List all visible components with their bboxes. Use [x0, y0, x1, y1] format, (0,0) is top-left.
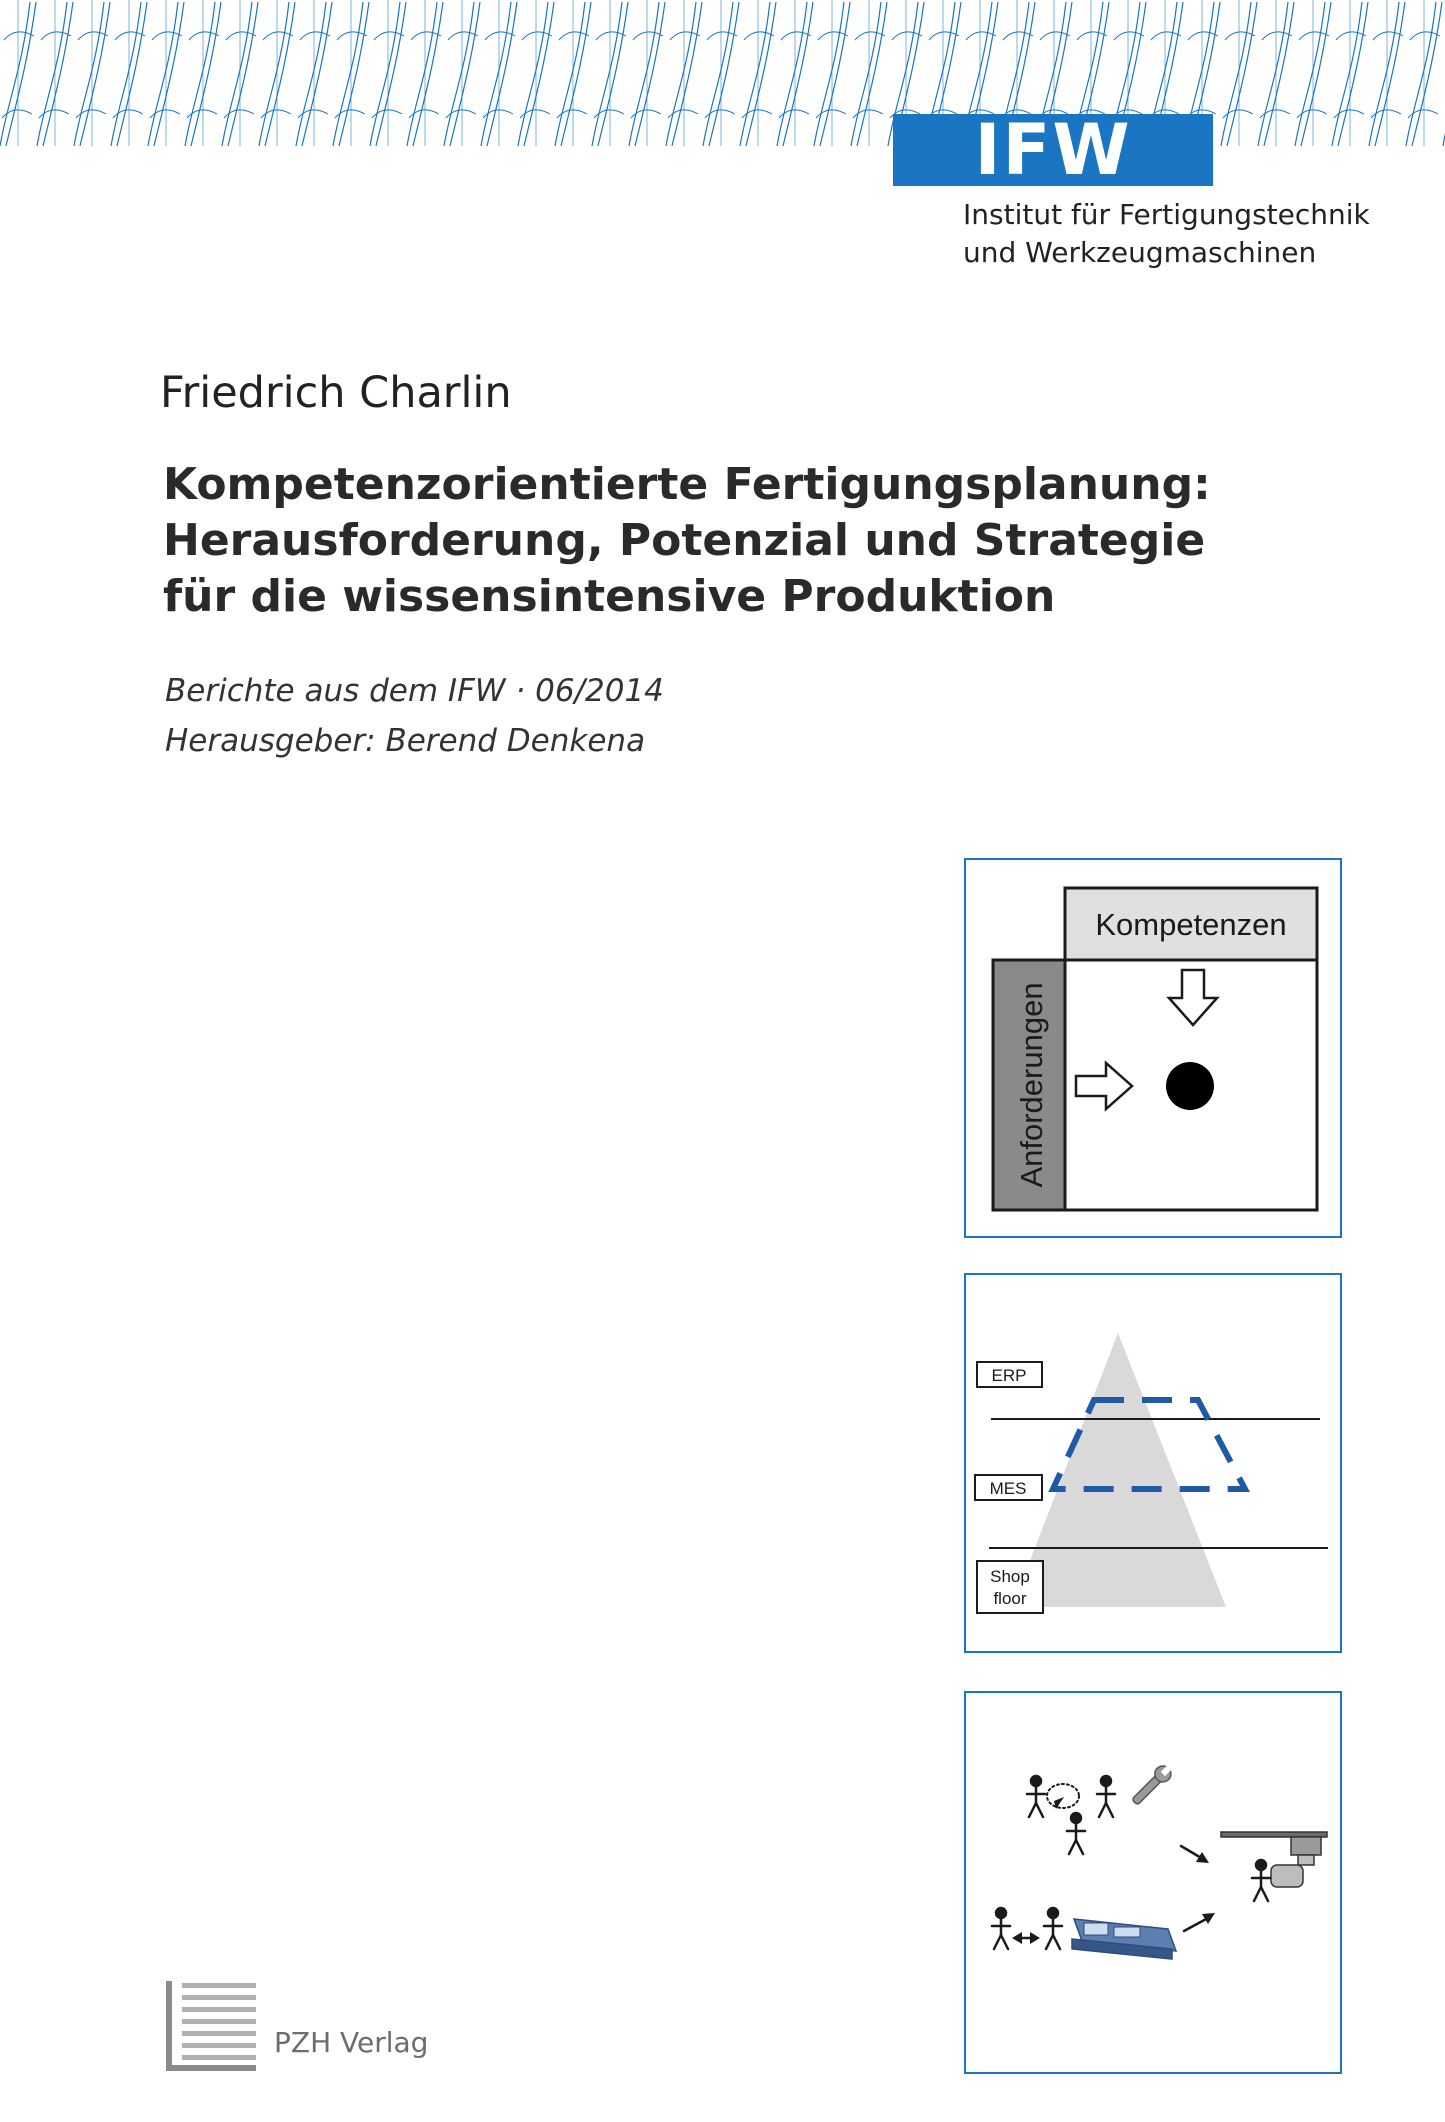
- communication-loop-icon: [1047, 1784, 1079, 1808]
- pattern-blade: [185, 0, 221, 146]
- series-info: [165, 666, 664, 766]
- mes-label: MES: [989, 1479, 1027, 1498]
- pattern-blade: [1406, 0, 1442, 146]
- author-name: Friedrich Charlin: [160, 368, 512, 418]
- pattern-blade: [74, 0, 110, 146]
- pattern-blade: [296, 0, 332, 146]
- pattern-blade: [37, 0, 73, 146]
- kompetenzen-label: Kompetenzen: [1095, 907, 1287, 942]
- pattern-blade: [259, 0, 295, 146]
- pattern-blade: [444, 0, 480, 146]
- pattern-blade: [1221, 0, 1257, 146]
- worker-icon: [1252, 1860, 1270, 1901]
- shopfloor-label-2: floor: [993, 1589, 1027, 1608]
- logo-text: IFW: [974, 109, 1132, 191]
- series-line: Berichte aus dem IFW · 06/2014: [165, 673, 664, 709]
- pattern-blade: [592, 0, 628, 146]
- pattern-blade: [1258, 0, 1294, 146]
- machine-tool-icon: [1221, 1832, 1327, 1887]
- pattern-blade: [777, 0, 813, 146]
- worker-icon: [992, 1908, 1010, 1949]
- pattern-blade: [518, 0, 554, 146]
- worker-icon: [1097, 1776, 1115, 1817]
- editor-line: Herausgeber: Berend Denkena: [165, 723, 646, 759]
- worker-icon: [1044, 1908, 1062, 1949]
- pzh-logo-icon: [166, 1981, 256, 2071]
- institute-line-1: Institut für Fertigungstechnik: [963, 198, 1370, 231]
- pattern-blade: [333, 0, 369, 146]
- arrow-icon: [1181, 1846, 1209, 1863]
- title-line-1: Kompetenzorientierte Fertigungsplanung:: [163, 459, 1211, 510]
- shopfloor-label-1: Shop: [990, 1567, 1030, 1586]
- pattern-blade: [555, 0, 591, 146]
- publisher-name: PZH Verlag: [274, 2026, 429, 2059]
- erp-label: ERP: [991, 1366, 1027, 1385]
- worker-icon: [1067, 1813, 1085, 1854]
- pattern-blade: [407, 0, 443, 146]
- wrench-icon: [1129, 1761, 1176, 1808]
- title-line-3: für die wissensintensive Produktion: [163, 571, 1056, 622]
- header-pattern: [0, 0, 1445, 148]
- pyramid-panel: [964, 1273, 1342, 1653]
- pyramid-shape: [1012, 1333, 1226, 1607]
- pattern-blade: [0, 0, 36, 146]
- pattern-blade: [740, 0, 776, 146]
- pattern-blade: [481, 0, 517, 146]
- pattern-blade: [851, 0, 887, 146]
- pattern-blade: [111, 0, 147, 146]
- pattern-blade: [814, 0, 850, 146]
- arrow-icon: [1184, 1913, 1215, 1931]
- worker-icon: [1027, 1776, 1045, 1817]
- institute-name: [963, 196, 1370, 272]
- pattern-blade: [666, 0, 702, 146]
- institute-line-2: und Werkzeugmaschinen: [963, 236, 1317, 269]
- pattern-blade: [370, 0, 406, 146]
- pattern-blade: [703, 0, 739, 146]
- lathe-icon: [1072, 1919, 1176, 1959]
- anforderungen-label: Anforderungen: [1014, 982, 1049, 1188]
- double-arrow-icon: [1012, 1932, 1040, 1944]
- workers-machines-panel: [964, 1691, 1342, 2074]
- pattern-blade: [1369, 0, 1405, 146]
- pattern-blade: [1332, 0, 1368, 146]
- ifw-logo: [893, 109, 1213, 191]
- title-line-2: Herausforderung, Potenzial und Strategie: [163, 515, 1206, 566]
- pattern-blade: [222, 0, 258, 146]
- pattern-blade: [148, 0, 184, 146]
- pattern-blade: [1295, 0, 1331, 146]
- competence-matrix-panel: [964, 858, 1342, 1238]
- match-point-icon: [1166, 1062, 1214, 1110]
- pattern-blade: [629, 0, 665, 146]
- book-title: [163, 457, 1211, 625]
